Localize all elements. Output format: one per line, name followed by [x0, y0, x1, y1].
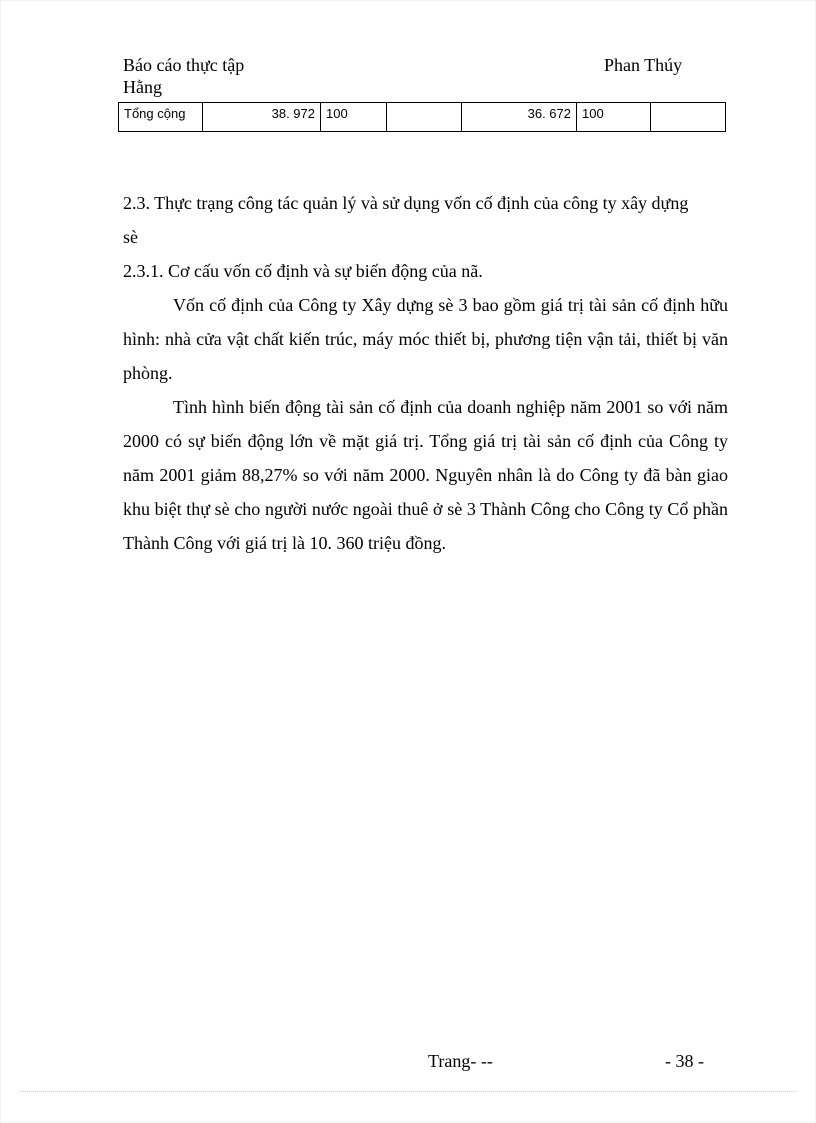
header-title: Báo cáo thực tập [123, 55, 245, 75]
body-text [123, 186, 728, 560]
totals-table [118, 102, 726, 132]
table-cell: 100 [577, 103, 651, 132]
table-cell: 38. 972 [203, 103, 321, 132]
table-cell [387, 103, 462, 132]
footer-page-number: - 38 - [665, 1051, 704, 1071]
table-cell: 100 [321, 103, 387, 132]
table-row [119, 103, 726, 132]
table-cell [651, 103, 726, 132]
totals-table-wrap [118, 102, 726, 132]
table-cell: 36. 672 [462, 103, 577, 132]
page-bottom-divider [20, 1091, 796, 1092]
paragraph: Vốn cố định của Công ty Xây dựng sè 3 bao gồm giá trị tài sản cố định hữu hình: nhà cửa vật chất kiến trúc, máy móc thiết bị, phương tiện vận tải, thiết bị văn phòng. [123, 295, 728, 383]
header-author: Phan Thúy [604, 55, 683, 75]
paragraph: Tình hình biến động tài sản cố định của doanh nghiệp năm 2001 so với năm 2000 có sự biến động lớn về mặt giá trị. Tổng giá trị tài sản cố định của Công ty năm 2001 giảm 88,27% so với năm 2000. Nguyên nhân là do Công ty đã bàn giao khu biệt thự sè cho người nước ngoài thuê ở sè 3 Thành Công cho Công ty Cổ phần Thành Công với giá trị là 10. 360 triệu đồng. [123, 397, 728, 553]
table-cell: Tổng cộng [119, 103, 203, 132]
header-author-continued: Hằng [123, 77, 162, 97]
section-heading: 2.3. Thực trạng công tác quản lý và sử dụng vốn cố định của công ty xây dựng [123, 193, 689, 213]
section-heading-continued: sè [123, 227, 138, 247]
footer-page-label: Trang- -- [428, 1051, 493, 1071]
header-left [123, 54, 323, 98]
subsection-heading: 2.3.1. Cơ cấu vốn cố định và sự biến động của nã. [123, 261, 483, 281]
